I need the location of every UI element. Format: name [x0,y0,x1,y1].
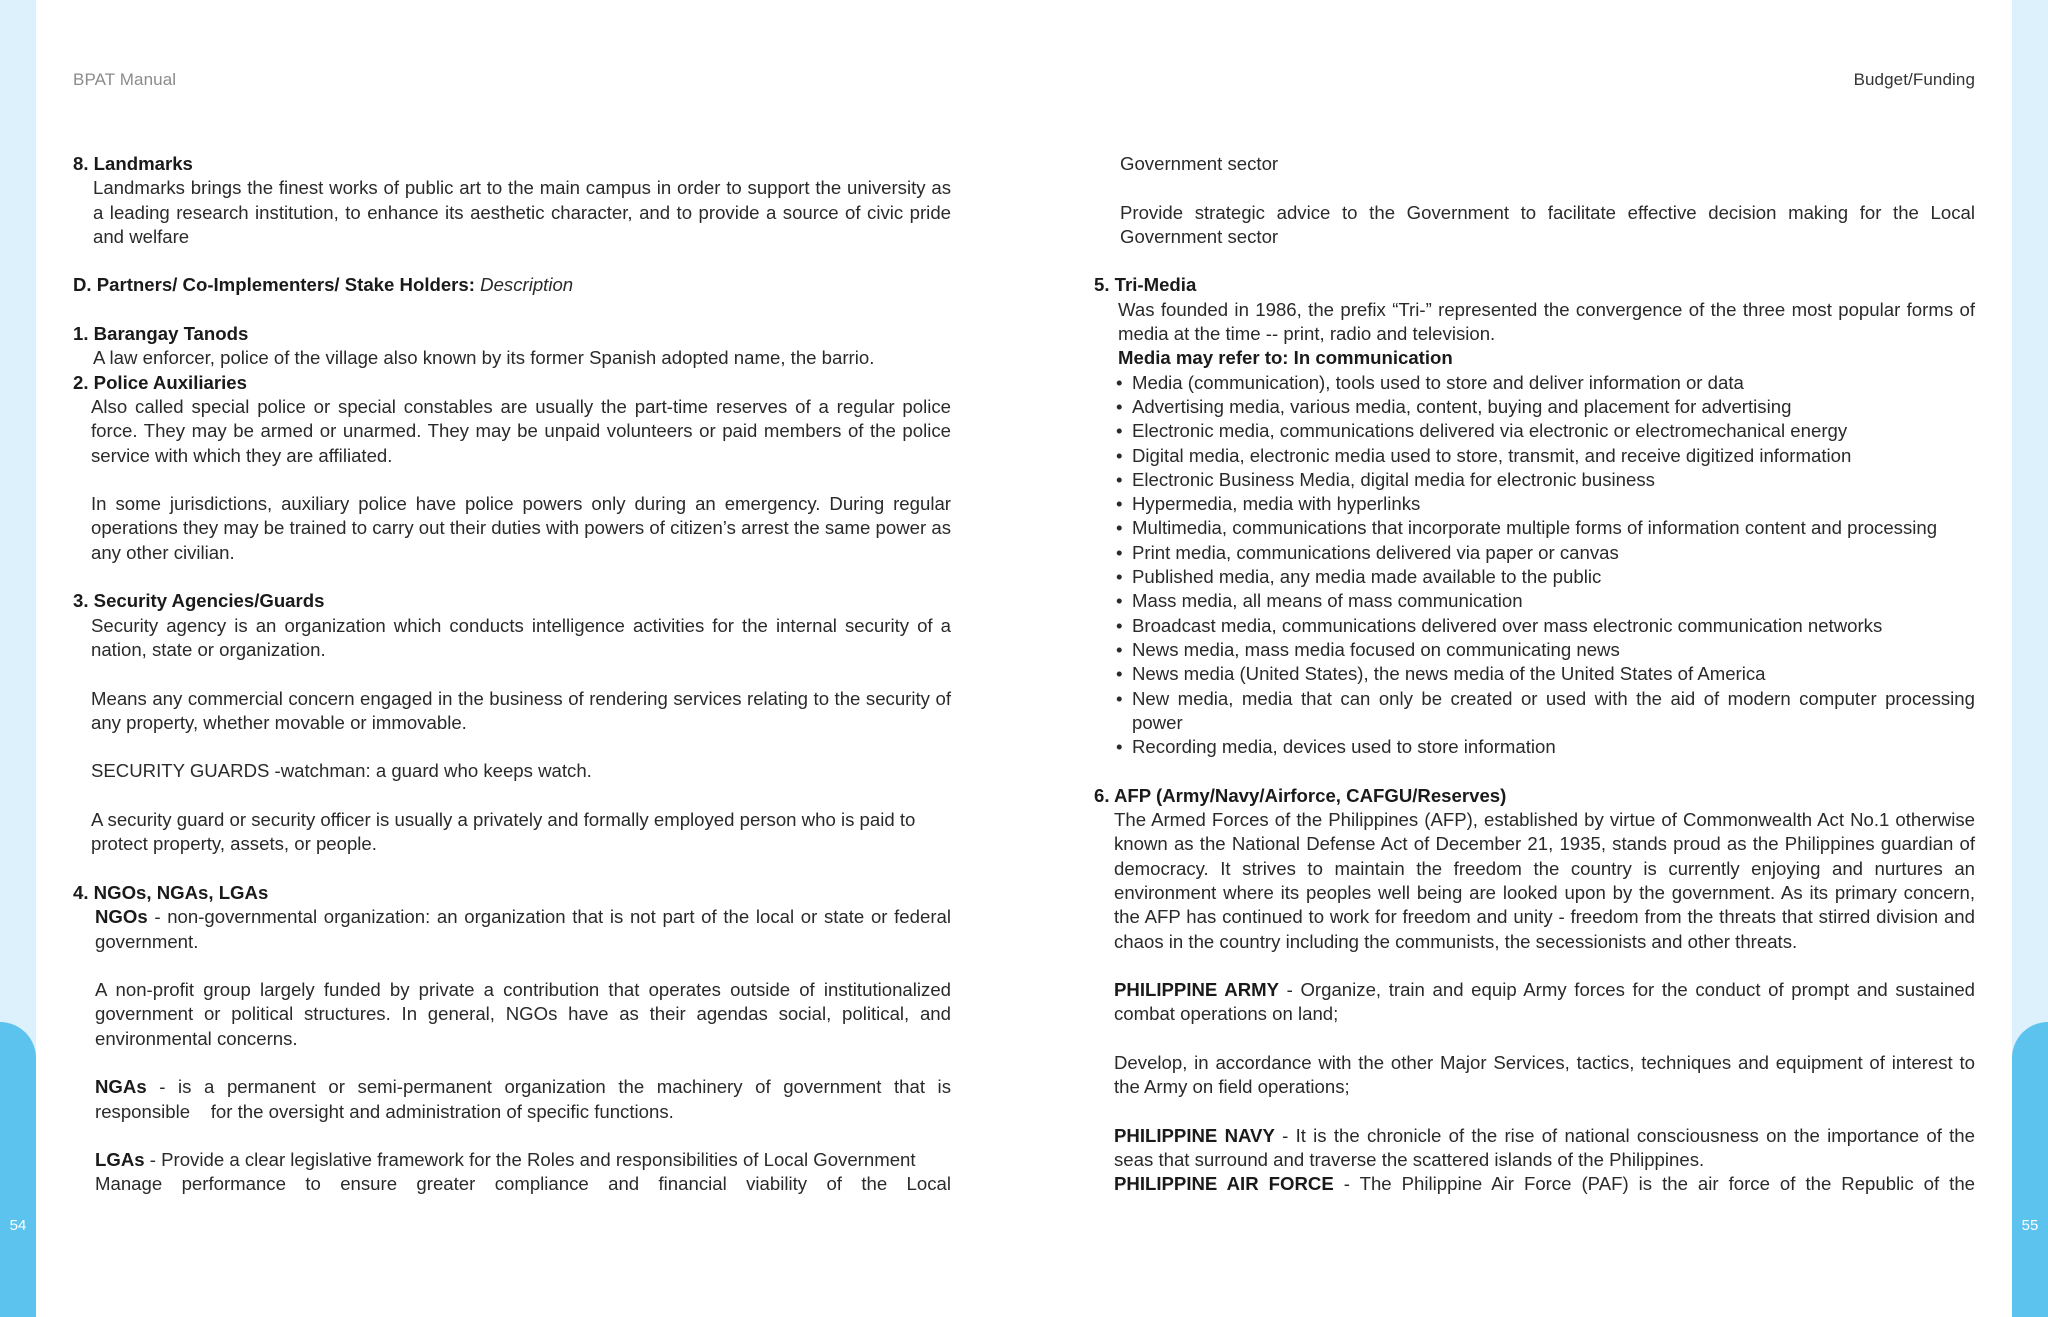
lga-paragraph-2: Manage performance to ensure greater compliance and financial viability of the Local [95,1173,951,1195]
security-paragraph-2: Means any commercial concern engaged in the business of rendering services relating to the security of any property, whether movable or immovable. [91,687,951,733]
trimedia-body: Was founded in 1986, the prefix “Tri-” represented the convergence of the three most popular forms of media at the time -- print, radio and television. [1118,298,1975,345]
airforce-term: PHILIPPINE AIR FORCE [1114,1173,1334,1195]
trimedia-subheading: Media may refer to: In communication [1118,347,1453,369]
partners-label: Description [480,274,574,296]
media-list [1094,371,1975,760]
list-item: • Hypermedia, media with hyperlinks [1116,492,1975,516]
trimedia-heading: 5. Tri-Media [1094,274,1197,296]
ngo-term: NGOs [95,906,148,928]
list-item: • Recording media, devices used to store information [1116,735,1975,759]
afp-body: The Armed Forces of the Philippines (AFP), established by virtue of Commonwealth Act No.1 otherwise known as the National Defense Act of December 21, 1935, stands proud as the Philippines guardian of democracy. It strives to maintain the freedom the country is currently enjoying and nurtures an environment where its peoples well being are looked upon by the government. As its primary concern, the AFP has continued to work for freedom and unity - freedom from the threats that stirred division and chaos in the country including the communists, the secessionists and other threats. [1114,809,1975,952]
police-paragraph-1: Also called special police or special constables are usually the part-time reserves of a regular police force. They may be armed or unarmed. They may be unpaid volunteers or paid members of the police service with which they are affiliated. [91,395,951,466]
nga-definition [73,1075,957,1124]
list-item: • Broadcast media, communications delivered over mass electronic communication networks [1116,614,1975,638]
lga-advice: Provide strategic advice to the Government to facilitate effective decision making for the Local Government sector [1120,201,1975,247]
navy-definition-text: - It is the chronicle of the rise of national consciousness on the importance of the seas that surround and traverse the scattered islands of the Philippines. [1114,1124,1975,1171]
security-paragraph-4: A security guard or security officer is usually a privately and formally employed person who is paid to protect property, assets, or people. [91,809,916,855]
ngos-heading: 4. NGOs, NGAs, LGAs [73,881,269,903]
lga-definition [73,1148,951,1172]
tanods-heading: 1. Barangay Tanods [73,323,249,345]
list-item: • Media (communication), tools used to store and deliver information or data [1116,371,1975,395]
list-item: • Published media, any media made available to the public [1116,565,1975,589]
left-page-tab [0,1022,36,1317]
right-column [1094,152,1975,1197]
nga-definition-text: - is a permanent or semi-permanent organization the machinery of government that is responsible for the oversight and administration of specific functions. [95,1076,957,1122]
list-item: • News media, mass media focused on communicating news [1116,638,1975,662]
landmarks-heading: 8. Landmarks [73,153,193,174]
nga-term: NGAs [95,1076,147,1098]
security-paragraph-3: SECURITY GUARDS -watchman: a guard who keeps watch. [91,760,592,782]
list-item: • New media, media that can only be created or used with the aid of modern computer processing power [1116,687,1975,736]
army-paragraph-2: Develop, in accordance with the other Major Services, tactics, techniques and equipment of interest to the Army on field operations; [1114,1051,1975,1098]
security-heading: 3. Security Agencies/Guards [73,590,325,612]
list-item: • Multimedia, communications that incorporate multiple forms of information content and processing [1116,516,1975,540]
navy-definition [1094,1124,1975,1173]
list-item: • Advertising media, various media, content, buying and placement for advertising [1116,395,1975,419]
list-item: • Electronic media, communications delivered via electronic or electromechanical energy [1116,419,1975,443]
army-term: PHILIPPINE ARMY [1114,979,1280,1001]
security-paragraph-1: Security agency is an organization which conducts intelligence activities for the internal security of a nation, state or organization. [91,614,951,660]
lga-continuation: Government sector [1120,153,1279,174]
left-column [73,152,957,1197]
army-definition-text: - Organize, train and equip Army forces for the conduct of prompt and sustained combat operations on land; [1114,979,1976,1025]
ngo-definition-text: - non-governmental organization: an organization that is not part of the local or state or federal government. [95,906,951,952]
police-heading: 2. Police Auxiliaries [73,371,247,393]
right-page-tab [2012,1022,2048,1317]
ngo-definition [73,905,951,954]
tanods-body: A law enforcer, police of the village also known by its former Spanish adopted name, the barrio. [93,347,875,369]
lga-term: LGAs [95,1149,145,1171]
running-header-left: BPAT Manual [73,70,177,89]
running-header-right: Budget/Funding [1853,70,1975,89]
list-item: • Electronic Business Media, digital media for electronic business [1116,468,1975,492]
airforce-definition [1094,1172,1975,1196]
landmarks-body: Landmarks brings the finest works of public art to the main campus in order to support the university as a leading research institution, to enhance its aesthetic character, and to provide a source of civic pride and welfare [93,177,951,247]
airforce-definition-text: - The Philippine Air Force (PAF) is the air force of the Republic of the [1333,1173,1975,1195]
army-definition [1094,978,1975,1027]
partners-heading-line [73,273,951,297]
list-item: • Mass media, all means of mass communication [1116,589,1975,613]
lga-definition-text: - Provide a clear legislative framework for the Roles and responsibilities of Local Government [144,1149,916,1171]
list-item: • News media (United States), the news media of the United States of America [1116,662,1975,686]
police-paragraph-2: In some jurisdictions, auxiliary police have police powers only during an emergency. During regular operations they may be trained to carry out their duties with powers of citizen’s arrest the same power as any other civilian. [91,493,951,563]
partners-heading: D. Partners/ Co-Implementers/ Stake Holders: [73,274,475,296]
afp-heading: 6. AFP (Army/Navy/Airforce, CAFGU/Reserves) [1094,784,1507,806]
list-item: • Print media, communications delivered via paper or canvas [1116,541,1975,565]
navy-term: PHILIPPINE NAVY [1114,1124,1275,1146]
ngo-paragraph-2: A non-profit group largely funded by private a contribution that operates outside of institutionalized government or political structures. In general, NGOs have as their agendas social, political, and environmental concerns. [95,979,951,1049]
right-page-number: 55 [2021,1217,2039,1234]
left-page-number: 54 [9,1217,27,1234]
list-item: • Digital media, electronic media used to store, transmit, and receive digitized information [1116,444,1975,468]
